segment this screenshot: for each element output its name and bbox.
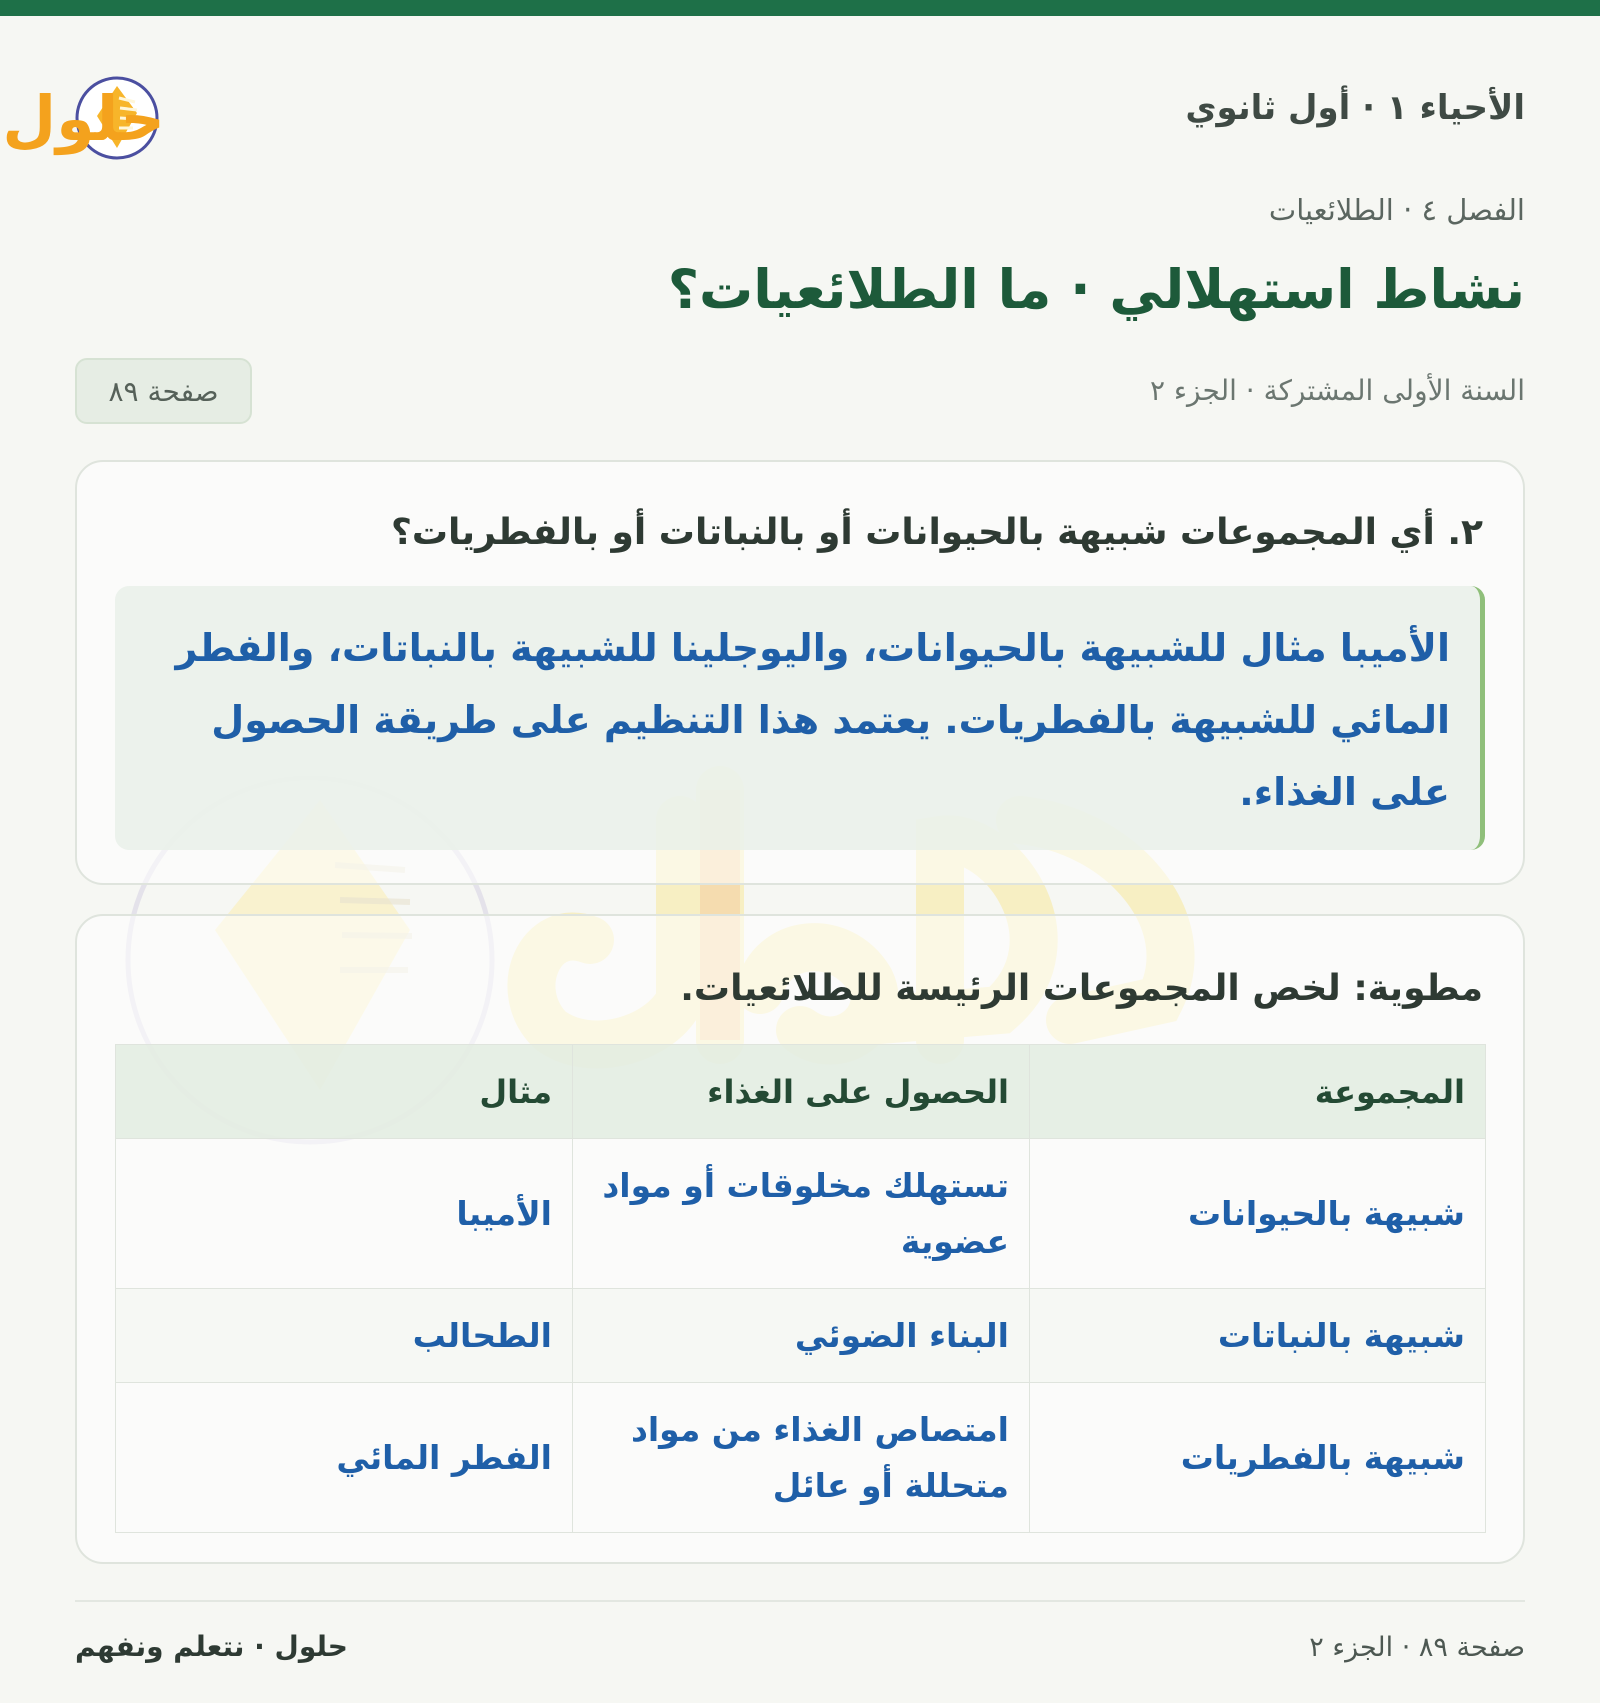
answer-text: الأميبا مثال للشبيهة بالحيوانات، واليوجلينا للشبيهة بالنباتات، والفطر المائي للشبيهة بالفطريات. يعتمد هذا التنظيم على طريقة الحصول على الغذاء. (175, 626, 1450, 814)
table-cell: شبيهة بالحيوانات (1030, 1139, 1486, 1289)
question-card (75, 460, 1525, 885)
breadcrumb: الفصل ٤ · الطلائعيات (1268, 193, 1525, 227)
page-title: نشاط استهلالي · ما الطلائعيات؟ (667, 258, 1525, 321)
table-row (116, 1289, 1486, 1383)
table-cell: البناء الضوئي (573, 1289, 1030, 1383)
top-accent-bar (0, 0, 1600, 16)
hulul-logo[interactable] (2, 58, 335, 168)
table-cell: امتصاص الغذاء من مواد متحللة أو عائل (573, 1383, 1030, 1533)
table-row (116, 1139, 1486, 1289)
table-cell: شبيهة بالنباتات (1030, 1289, 1486, 1383)
course-meta: السنة الأولى المشتركة · الجزء ٢ (1149, 374, 1525, 407)
foldable-title: مطوية: لخص المجموعات الرئيسة للطلائعيات. (680, 968, 1483, 1009)
table-row (116, 1383, 1486, 1533)
table-cell: شبيهة بالفطريات (1030, 1383, 1486, 1533)
header-example: مثال (116, 1045, 573, 1139)
foldable-card (75, 914, 1525, 1564)
meta-row (75, 358, 1525, 424)
table-header-row (116, 1045, 1486, 1139)
subject-title: الأحياء ١ · أول ثانوي (1185, 88, 1525, 128)
logo-text: حلول (2, 82, 165, 155)
footer-divider (75, 1600, 1525, 1602)
header-group: المجموعة (1030, 1045, 1486, 1139)
table-cell: تستهلك مخلوقات أو مواد عضوية (573, 1139, 1030, 1289)
summary-table (115, 1044, 1486, 1533)
answer-box (115, 586, 1485, 850)
page-number-badge: صفحة ٨٩ (75, 358, 252, 424)
question-text: ٢. أي المجموعات شبيهة بالحيوانات أو بالنباتات أو بالفطريات؟ (390, 512, 1483, 553)
table-cell: الفطر المائي (116, 1383, 573, 1533)
header-nutrition: الحصول على الغذاء (573, 1045, 1030, 1139)
table-cell: الطحالب (116, 1289, 573, 1383)
table-cell: الأميبا (116, 1139, 573, 1289)
footer-page-info: صفحة ٨٩ · الجزء ٢ (1309, 1632, 1525, 1663)
footer-tagline: حلول · نتعلم ونفهم (75, 1630, 348, 1663)
page-header (2, 58, 1525, 168)
